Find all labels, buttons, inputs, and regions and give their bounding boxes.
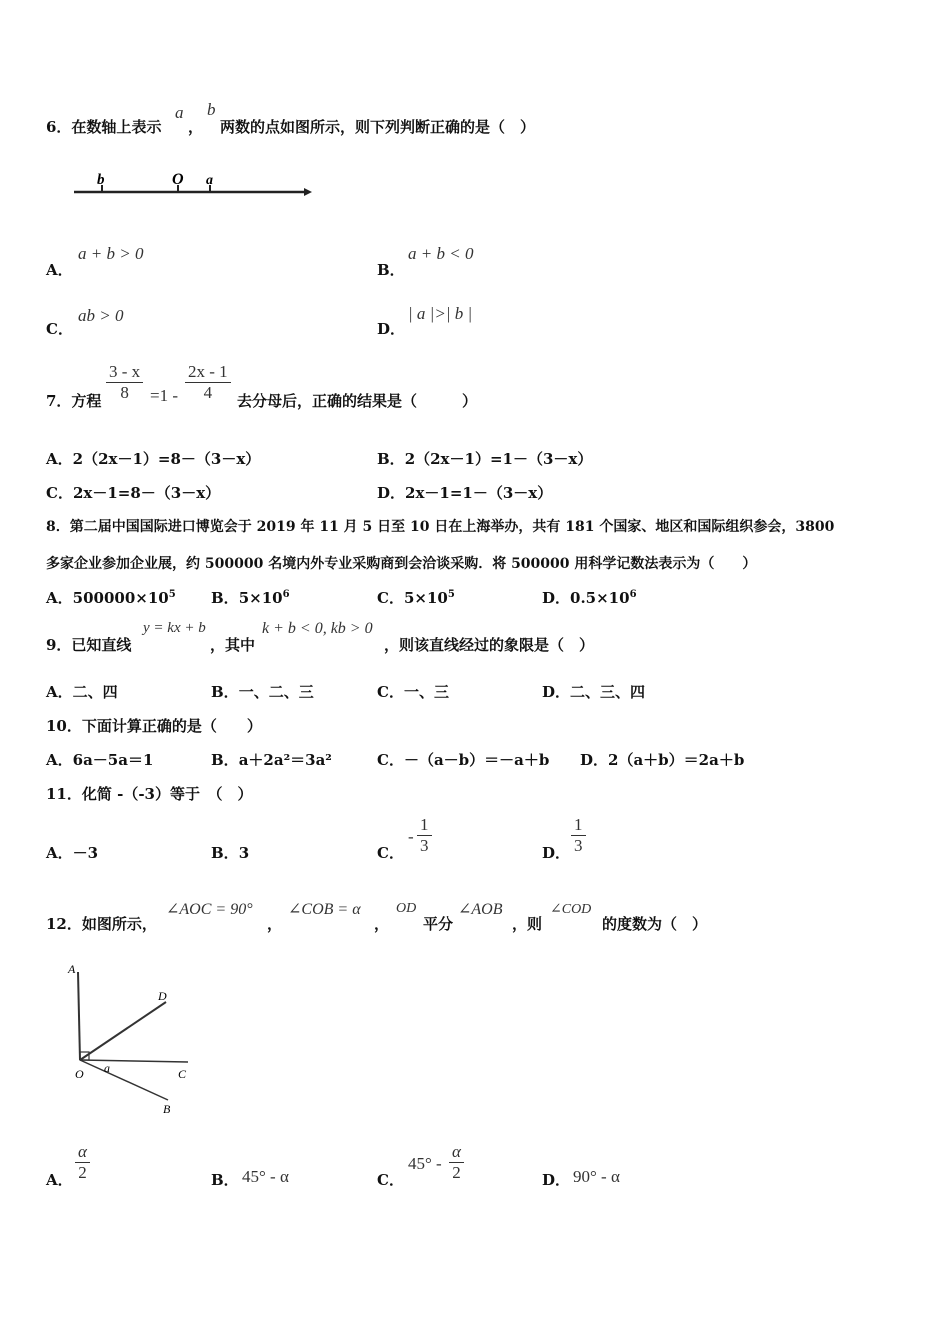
q12-option-a-fraction: $\frac{\alpha}{2}$: [75, 1142, 90, 1183]
q6-stem-suffix: 两数的点如图所示，则下列判断正确的是（ ）: [220, 118, 536, 136]
q12-expr-aob: ∠AOB: [458, 901, 503, 918]
q11-option-c-sign: -: [408, 827, 414, 846]
q12-option-b[interactable]: B．: [211, 1171, 239, 1189]
q6-option-d-expr: | a |>| b |: [408, 304, 473, 323]
q11-option-d-fraction: $\frac{1}{3}$: [571, 815, 586, 856]
q8-stem-line1: 8．第二届中国国际进口博览会于 2019 年 11 月 5 日至 10 日在上海举办，共有 181 个国家、地区和国际组织参会，3800: [46, 519, 835, 535]
figure-label-o: O: [75, 1067, 84, 1081]
figure-label-b: B: [163, 1102, 171, 1116]
number-line-label-b: b: [97, 172, 105, 188]
q10-option-c[interactable]: C．－（a－b）＝－a＋b: [377, 751, 550, 769]
q7-stem-suffix: 去分母后，正确的结果是（ ）: [237, 392, 478, 410]
q7-option-c[interactable]: C．2x－1=8－（3－x）: [46, 484, 221, 502]
q12-stem-mid2: ，则: [512, 915, 543, 933]
q11-option-d[interactable]: D．: [542, 844, 571, 862]
q9-option-b[interactable]: B．一、二、三: [211, 683, 314, 701]
q10-option-d[interactable]: D．2（a＋b）＝2a＋b: [580, 751, 745, 769]
q9-line-equation: y = kx + b: [143, 620, 206, 636]
q9-stem-suffix: ，则该直线经过的象限是（ ）: [384, 636, 595, 654]
q7-option-a[interactable]: A．2（2x－1）=8－（3－x）: [46, 450, 261, 468]
q9-option-a[interactable]: A．二、四: [46, 683, 118, 701]
q7-option-d[interactable]: D．2x－1=1－（3－x）: [377, 484, 553, 502]
q12-sep1: ，: [267, 915, 283, 933]
q12-option-a[interactable]: A．: [46, 1171, 73, 1189]
q10-option-b[interactable]: B．a＋2a²＝3a²: [211, 751, 332, 769]
q11-stem: 11．化简 -（-3）等于 （ ）: [46, 785, 253, 803]
q12-expr-cod: ∠COD: [550, 902, 592, 917]
q6-comma: ，: [188, 118, 204, 136]
q12-option-c-fraction: $\frac{\alpha}{2}$: [449, 1142, 464, 1183]
q8-option-d[interactable]: D．$0.5\times 10^6$: [542, 589, 637, 607]
q11-option-c[interactable]: C．: [377, 844, 404, 862]
q7-fraction-left: $\frac{3 - x}{8}$: [106, 362, 143, 403]
q6-option-b[interactable]: B．: [377, 261, 405, 279]
figure-label-a: A: [68, 962, 76, 976]
q12-expr-od: OD: [396, 901, 417, 916]
q12-stem-mid: 平分: [423, 915, 454, 933]
angle-figure: [60, 960, 210, 1120]
q12-option-c[interactable]: C．: [377, 1171, 404, 1189]
q6-var-b: b: [207, 100, 216, 119]
q11-option-c-fraction: $\frac{1}{3}$: [417, 815, 432, 856]
q6-option-c[interactable]: C．: [46, 320, 73, 338]
figure-label-d: D: [158, 989, 167, 1003]
q6-option-a[interactable]: A．: [46, 261, 73, 279]
q7-stem-prefix: 7．方程: [46, 392, 102, 410]
q8-option-c[interactable]: C．$5\times 10^5$: [377, 589, 455, 607]
q9-condition: k + b < 0, kb > 0: [262, 620, 373, 637]
q12-option-d-expr: 90° - α: [573, 1167, 620, 1186]
q7-option-b[interactable]: B．2（2x－1）=1－（3－x）: [377, 450, 593, 468]
q8-option-b[interactable]: B．$5\times 10^6$: [211, 589, 290, 607]
figure-label-alpha: a: [104, 1061, 110, 1075]
q9-stem-prefix: 9．已知直线: [46, 636, 132, 654]
q6-option-d[interactable]: D．: [377, 320, 406, 338]
q12-option-d[interactable]: D．: [542, 1171, 571, 1189]
q12-stem-suffix: 的度数为（ ）: [602, 915, 708, 933]
q7-equals: =1 -: [150, 386, 178, 405]
q12-stem-prefix: 12．如图所示，: [46, 915, 157, 933]
q12-expr-aoc: ∠AOC = 90°: [166, 901, 253, 918]
q12-sep2: ，: [374, 915, 390, 933]
q6-var-a: a: [175, 103, 184, 122]
number-line-figure: [68, 165, 318, 205]
q6-option-b-expr: a + b < 0: [408, 244, 474, 263]
q12-option-c-prefix: 45° -: [408, 1154, 442, 1173]
q10-stem: 10．下面计算正确的是（ ）: [46, 717, 262, 735]
q12-option-b-expr: 45° - α: [242, 1167, 289, 1186]
q12-expr-cob: ∠COB = α: [288, 901, 361, 918]
q9-option-d[interactable]: D．二、三、四: [542, 683, 646, 701]
q11-option-a[interactable]: A．－3: [46, 844, 99, 862]
q11-option-b[interactable]: B．3: [211, 844, 250, 862]
q9-option-c[interactable]: C．一、三: [377, 683, 449, 701]
q7-fraction-right: $\frac{2x - 1}{4}$: [185, 362, 231, 403]
q10-option-a[interactable]: A．6a－5a＝1: [46, 751, 154, 769]
q6-stem: 6．在数轴上表示: [46, 118, 162, 136]
q6-option-c-expr: ab > 0: [78, 306, 124, 325]
number-line-label-o: O: [172, 171, 184, 188]
number-line-label-a: a: [206, 173, 213, 188]
q8-stem-line2: 多家企业参加企业展，约 500000 名境内外专业采购商到会洽谈采购．将 500000 用科学记数法表示为（ ）: [46, 556, 757, 572]
q8-option-a[interactable]: A．$500000\times 10^5$: [46, 589, 176, 607]
figure-label-c: C: [178, 1067, 187, 1081]
q6-option-a-expr: a + b > 0: [78, 244, 144, 263]
q9-stem-mid: ，其中: [210, 636, 256, 654]
